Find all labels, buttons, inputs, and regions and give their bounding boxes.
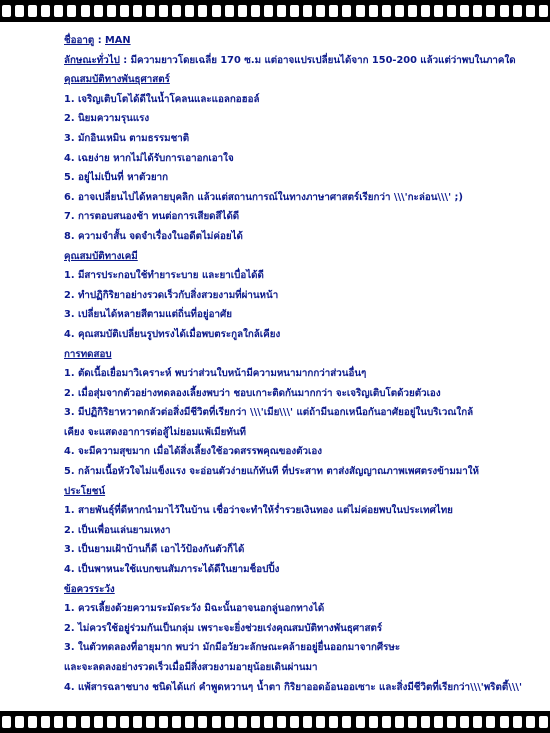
film-hole (342, 5, 351, 17)
title-label: ชื่ออาตู (64, 35, 95, 46)
section-heading: คุณสมบัติทางเคมี (64, 250, 138, 262)
film-hole (264, 716, 273, 728)
film-hole (54, 5, 63, 17)
film-hole (303, 716, 312, 728)
film-hole (133, 716, 142, 728)
list-item: 1. เจริญเติบโตได้ดีในน้ำโคลนและแอลกอฮอล์ (64, 93, 260, 105)
list-item: 5. อยู่ไม่เป็นที่ หาตัวยาก (64, 172, 169, 184)
film-hole (395, 716, 404, 728)
film-strip-bottom (0, 711, 550, 733)
list-item: 3. เป็นยามเฝ้าบ้านก็ดี เอาไว้ป้องกันตัวก็ได้ (64, 544, 245, 556)
film-hole (225, 716, 234, 728)
film-hole (316, 716, 325, 728)
list-item: 5. กล้ามเนื้อหัวใจไม่แข็งแรง จะอ่อนตัวง่ายแก้ทันที ที่ประสาท ตาส่งสัญญาณภาพเพศตรงข้ามมาให้ (64, 466, 479, 478)
film-hole (120, 716, 129, 728)
film-hole (94, 5, 103, 17)
film-hole (408, 716, 417, 728)
film-hole (67, 716, 76, 728)
general-line (64, 51, 534, 71)
list-item: 4. แพ้สารฉลาชบาง ชนิดได้แก่ คำพูดหวานๆ น้ำตา กิริยาออดอ้อนออเซาะ และสิ่งมีชีวิตที่เรียกว่า\\\'พริตตี้\\\' (64, 681, 522, 693)
film-hole (212, 5, 221, 17)
film-hole (316, 5, 325, 17)
general-label: ลักษณะทั่วไป (64, 54, 120, 66)
film-hole (382, 716, 391, 728)
film-hole (395, 5, 404, 17)
film-hole (238, 716, 247, 728)
film-hole (460, 5, 469, 17)
film-strip-top (0, 0, 550, 22)
title-separator: : (94, 35, 106, 46)
film-hole (460, 716, 469, 728)
film-holes-top (2, 5, 548, 17)
film-hole (146, 5, 155, 17)
film-hole (513, 716, 522, 728)
film-hole (500, 5, 509, 17)
film-hole (447, 716, 456, 728)
film-hole (382, 5, 391, 17)
section-heading: ประโยชน์ (64, 485, 106, 497)
list-item: 1. สายพันธุ์ที่ดีหากนำมาไว้ในบ้าน เชื่อว่าจะทำให้ร่ำรวยเงินทอง แต่ไม่ค่อยพบในประเทศไทย (64, 505, 453, 517)
film-hole (251, 5, 260, 17)
list-item: 3. เปลี่ยนได้หลายสีตามแต่ถิ่นที่อยู่อาศัย (64, 309, 232, 321)
list-item: 2. นิยมความรุนแรง (64, 113, 150, 125)
film-hole (329, 716, 338, 728)
film-hole (81, 716, 90, 728)
list-item: 6. อาจเปลี่ยนไปได้หลายบุคลิก แล้วแต่สถานการณ์ในทางภาษาศาสตร์เรียกว่า \\\'กะล่อน\\\' ;) (64, 191, 463, 203)
film-hole (473, 5, 482, 17)
film-hole (473, 716, 482, 728)
list-item: 1. มีสารประกอบใช้ทำยาระบาย และยาเบื่อได้ดี (64, 270, 264, 282)
film-hole (133, 5, 142, 17)
film-hole (277, 5, 286, 17)
film-hole (198, 5, 207, 17)
film-hole (290, 716, 299, 728)
film-hole (28, 716, 37, 728)
film-hole (15, 5, 24, 17)
film-hole (198, 716, 207, 728)
film-hole (185, 716, 194, 728)
film-hole (486, 5, 495, 17)
list-item: 7. การตอบสนองช้า ทนต่อการเสียดสีได้ดี (64, 211, 240, 223)
film-hole (421, 5, 430, 17)
film-hole (41, 5, 50, 17)
film-hole (251, 716, 260, 728)
film-hole (526, 716, 535, 728)
film-hole (421, 716, 430, 728)
film-hole (513, 5, 522, 17)
film-hole (447, 5, 456, 17)
film-hole (356, 5, 365, 17)
film-hole (434, 716, 443, 728)
list-item: 2. ทำปฏิกิริยาอย่างรวดเร็วกับสิ่งสวยงามที่ผ่านหน้า (64, 289, 279, 301)
list-item: และจะลดลงอย่างรวดเร็วเมื่อมีสิ่งสวยงามอายุน้อยเดินผ่านมา (64, 662, 318, 673)
film-hole (303, 5, 312, 17)
list-item: 4. เฉยง่าย หากไม่ได้รับการเอาอกเอาใจ (64, 152, 234, 164)
list-item: 2. เป็นเพื่อนเล่นยามเหงา (64, 524, 171, 536)
film-hole (342, 716, 351, 728)
film-hole (369, 716, 378, 728)
film-hole (277, 716, 286, 728)
film-hole (356, 716, 365, 728)
film-hole (15, 716, 24, 728)
film-hole (159, 5, 168, 17)
film-hole (225, 5, 234, 17)
list-item: 2. เมื่อสุ่มจากตัวอย่างทดลองเลี้ยงพบว่า ชอบเกาะติดกันมากกว่า จะเจริญเติบโตด้วยตัวเอง (64, 387, 441, 399)
film-hole (486, 716, 495, 728)
list-item: 8. ความจำสั้น จดจำเรื่องในอดีตไม่ค่อยได้ (64, 230, 243, 242)
film-hole (146, 716, 155, 728)
list-item: 2. ไม่ควรใช้อยู่ร่วมกันเป็นกลุ่ม เพราะจะยิ่งช่วยเร่งคุณสมบัติทางพันธุศาสตร์ (64, 622, 383, 634)
film-hole (369, 5, 378, 17)
section-heading: การทดสอบ (64, 348, 112, 360)
film-hole (54, 716, 63, 728)
film-hole (81, 5, 90, 17)
list-item: 4. คุณสมบัติเปลี่ยนรูปทรงได้เมื่อพบตระกูลใกล้เคียง (64, 328, 281, 340)
film-hole (500, 716, 509, 728)
list-item: 4. เป็นพาหนะใช้แบกขนสัมภาระได้ดีในยามช็อปปิ้ง (64, 564, 280, 576)
general-text: : มีความยาวโดยเฉลี่ย 170 ซ.ม แต่อาจแปรเปลี่ยนได้จาก 150-200 แล้วแต่ว่าพบในภาคใด (119, 54, 516, 66)
film-hole (434, 5, 443, 17)
list-item: 4. จะมีความสุขมาก เมื่อได้สิ่งเลี้ยงใช้อวดสรรพคุณของตัวเอง (64, 446, 323, 458)
film-holes-bottom (2, 716, 548, 728)
section-heading: คุณสมบัติทางพันธุศาสตร์ (64, 74, 170, 86)
list-item: 1. ตัดเนื้อเยื่อมาวิเคราะห์ พบว่าส่วนใบหน้ามีความหนามากกว่าส่วนอื่นๆ (64, 368, 367, 380)
film-hole (185, 5, 194, 17)
list-item: 1. ควรเลี้ยงด้วยความระมัดระวัง มิฉะนั้นอาจนอกลู่นอกทางได้ (64, 603, 325, 615)
list-item: 3. มักอินเหมิน ตามธรรมชาติ (64, 132, 190, 144)
film-hole (94, 716, 103, 728)
list-item: 3. ในตัวทดลองที่อายุมาก พบว่า มักมีอวัยวะลักษณะคล้ายอยู่ยื่นออกมาจากศีรษะ (64, 642, 401, 654)
film-hole (2, 716, 11, 728)
film-hole (539, 5, 548, 17)
film-hole (172, 716, 181, 728)
film-hole (526, 5, 535, 17)
film-hole (159, 716, 168, 728)
film-hole (41, 716, 50, 728)
film-hole (107, 5, 116, 17)
film-hole (120, 5, 129, 17)
list-item: เคียง จะแสดงอาการต่อสู้ไม่ยอมแพ้เมียทันที (64, 426, 246, 438)
film-hole (172, 5, 181, 17)
film-hole (264, 5, 273, 17)
section-heading: ข้อควรระวัง (64, 583, 115, 595)
film-hole (2, 5, 11, 17)
title-value: MAN (105, 35, 131, 46)
document-body (64, 31, 534, 697)
film-hole (329, 5, 338, 17)
title-line (64, 31, 534, 51)
film-hole (28, 5, 37, 17)
film-hole (238, 5, 247, 17)
sections-container (64, 70, 534, 697)
film-hole (290, 5, 299, 17)
film-hole (67, 5, 76, 17)
film-hole (212, 716, 221, 728)
list-item: 3. มีปฏิกิริยาหวาดกลัวต่อสิ่งมีชีวิตที่เรียกว่า \\\'เมีย\\\' แต่ถ้ามีนอกเหนือกันอาศัยอยู่ในบริเวณใกล้ (64, 407, 474, 419)
film-hole (408, 5, 417, 17)
film-hole (539, 716, 548, 728)
film-hole (107, 716, 116, 728)
